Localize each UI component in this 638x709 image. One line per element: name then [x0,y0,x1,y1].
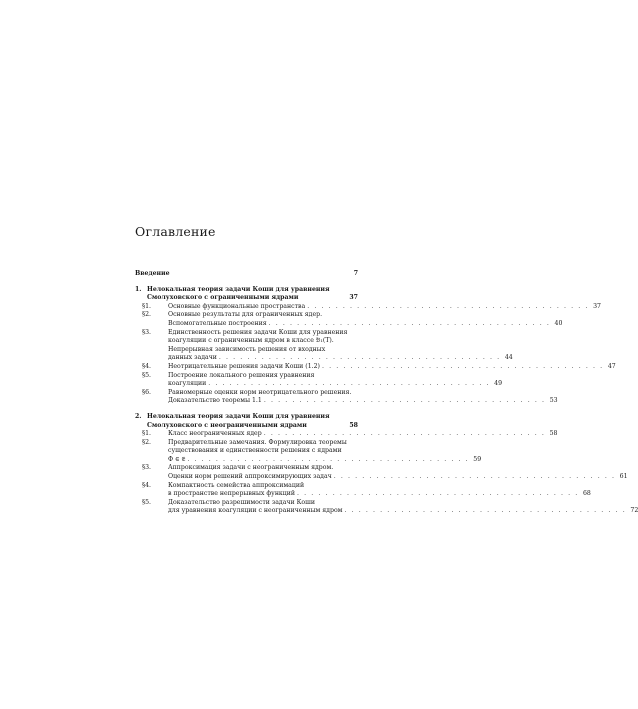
toc-intro-page: 7 [353,270,358,277]
chapter-gap [135,406,358,413]
toc-section-line[interactable] [135,397,558,406]
section-title-line: Аппроксимация задачи с неограниченным ядром. [168,464,334,472]
chapter-title-line: Смолуховского с ограниченными ядрами [147,294,299,302]
toc-section-line[interactable] [135,311,358,320]
toc-section-line[interactable] [135,473,628,482]
section-page: 59 [473,455,482,463]
toc-section-line[interactable] [135,507,638,516]
toc-section-line[interactable] [135,447,358,456]
section-title-line: Оценки норм решений аппроксимирующих задач [168,473,332,481]
toc-section-line[interactable] [135,499,358,508]
section-title-line: Предварительные замечания. Формулировка теоремы [168,438,347,446]
dot-leader: . . . . . . . . . . . . . . . . . . . . . . . . . . . . . . . . . . . . . . . . [208,380,491,388]
section-title-line: Основные результаты для ограниченных ядер. [168,311,323,319]
section-page: 58 [549,430,558,438]
section-title-line: Единственность решения задачи Коши для уравнения [168,328,348,336]
section-title-line: Φ ∈ 𝔈 [168,455,186,463]
toc-section-line[interactable] [135,329,358,338]
section-number: §3. [142,464,151,472]
section-page: 72 [630,507,638,515]
dot-leader: . . . . . . . . . . . . . . . . . . . . . . . . . . . . . . . . . . . . . . . . [344,507,627,515]
section-title-line: Основные функциональные пространства [168,302,306,310]
dot-leader: . . . . . . . . . . . . . . . . . . . . . . . . . . . . . . . . . . . . . . . . [187,455,470,463]
section-page: 61 [619,473,628,481]
chapter-page: 58 [349,421,358,429]
section-title-line: в пространстве непрерывных функций [168,490,296,498]
section-page: 53 [549,397,558,405]
chapter-number: 2. [135,412,142,420]
toc-section-line[interactable] [135,346,358,355]
section-title-line: Непрерывная зависимость решения от входных [168,345,326,353]
toc-section-line[interactable] [135,482,358,491]
section-number: §1. [142,302,151,310]
dot-leader: . . . . . . . . . . . . . . . . . . . . . . . . . . . . . . . . . . . . . . . . [263,430,546,438]
section-title-line: коагуляции с ограниченным ядром в классе 𝔅₁(T). [168,337,334,345]
section-title-line: существования и единственности решения с ядрами [168,447,342,455]
section-number: §5. [142,498,151,506]
section-page: 47 [607,362,616,370]
section-number: §6. [142,388,151,396]
table-of-contents [135,270,638,516]
chapter-title-line: Нелокальная теория задачи Коши для уравнения [147,412,330,420]
toc-section-line[interactable] [135,337,358,346]
toc-section-line[interactable] [135,354,513,363]
toc-section-line[interactable] [135,372,358,381]
section-number: §4. [142,362,151,370]
toc-chapter-line[interactable] [135,413,358,422]
toc-intro[interactable] [135,270,358,279]
chapter-title-line: Нелокальная теория задачи Коши для уравнения [147,285,330,293]
dot-leader: . . . . . . . . . . . . . . . . . . . . . . . . . . . . . . . . . . . . . . . . [263,397,546,405]
section-page: 49 [494,380,503,388]
section-title-line: Вспомогательные построения [168,319,267,327]
toc-section-line[interactable] [135,302,601,312]
dot-leader: . . . . . . . . . . . . . . . . . . . . . . . . . . . . . . . . . . . . . . . . [307,302,589,310]
section-number: §3. [142,328,151,336]
section-number: §2. [142,438,151,446]
toc-section-line[interactable] [135,464,358,473]
page-title: Оглавление [135,224,216,239]
section-title-line: данных задачи [168,354,217,362]
section-title-line: Неотрицательные решения задачи Коши (1.2) [168,362,320,370]
chapter-title-line: Смолуховского с неограниченными ядрами [147,421,307,429]
toc-chapter-line[interactable] [135,286,358,295]
dot-leader: . . . . . . . . . . . . . . . . . . . . . . . . . . . . . . . . . . . . . . . . [297,490,579,498]
toc-section-line[interactable] [135,362,616,372]
section-title-line: Доказательство теоремы 1.1 [168,397,262,405]
section-number: §1. [142,430,151,438]
dot-leader: . . . . . . . . . . . . . . . . . . . . . . . . . . . . . . . . . . . . . . . . [218,354,501,362]
section-page: 68 [582,490,591,498]
toc-chapter-line[interactable] [135,422,358,431]
section-title-line: Построение локального решения уравнения [168,371,315,379]
chapter-number: 1. [135,285,142,293]
dot-leader: . . . . . . . . . . . . . . . . . . . . . . . . . . . . . . . . . . . . . . . . [333,473,616,481]
section-number: §4. [142,481,151,489]
toc-section-line[interactable] [135,455,482,465]
section-title-line: Компактность семейства аппроксимаций [168,481,305,489]
toc-intro-label: Введение [135,270,170,277]
toc-section-line[interactable] [135,490,591,499]
section-title-line: Доказательство разрешимости задачи Коши [168,498,315,506]
dot-leader: . . . . . . . . . . . . . . . . . . . . . . . . . . . . . . . . . . . . . . . . [268,319,551,327]
section-title-line: коагуляции [168,380,207,388]
toc-section-line[interactable] [135,430,558,439]
section-page: 40 [554,319,563,327]
toc-chapter [135,285,616,406]
section-number: §2. [142,311,151,319]
toc-section-line[interactable] [135,389,358,398]
toc-section-line[interactable] [135,380,503,389]
toc-chapter [135,412,638,516]
toc-section-line[interactable] [135,319,563,329]
toc-chapter-line[interactable] [135,294,358,303]
section-page: 37 [593,302,601,310]
section-number: §5. [142,371,151,379]
section-title-line: Равномерные оценки норм неотрицательного решения. [168,388,352,396]
dot-leader: . . . . . . . . . . . . . . . . . . . . . . . . . . . . . . . . . . . . . . . . [321,362,604,370]
section-title-line: для уравнения коагуляции с неограниченным ядром [168,507,343,515]
section-title-line: Класс неограниченных ядер [168,430,262,438]
chapter-page: 37 [349,294,358,302]
section-page: 44 [504,354,513,362]
toc-section-line[interactable] [135,439,358,448]
